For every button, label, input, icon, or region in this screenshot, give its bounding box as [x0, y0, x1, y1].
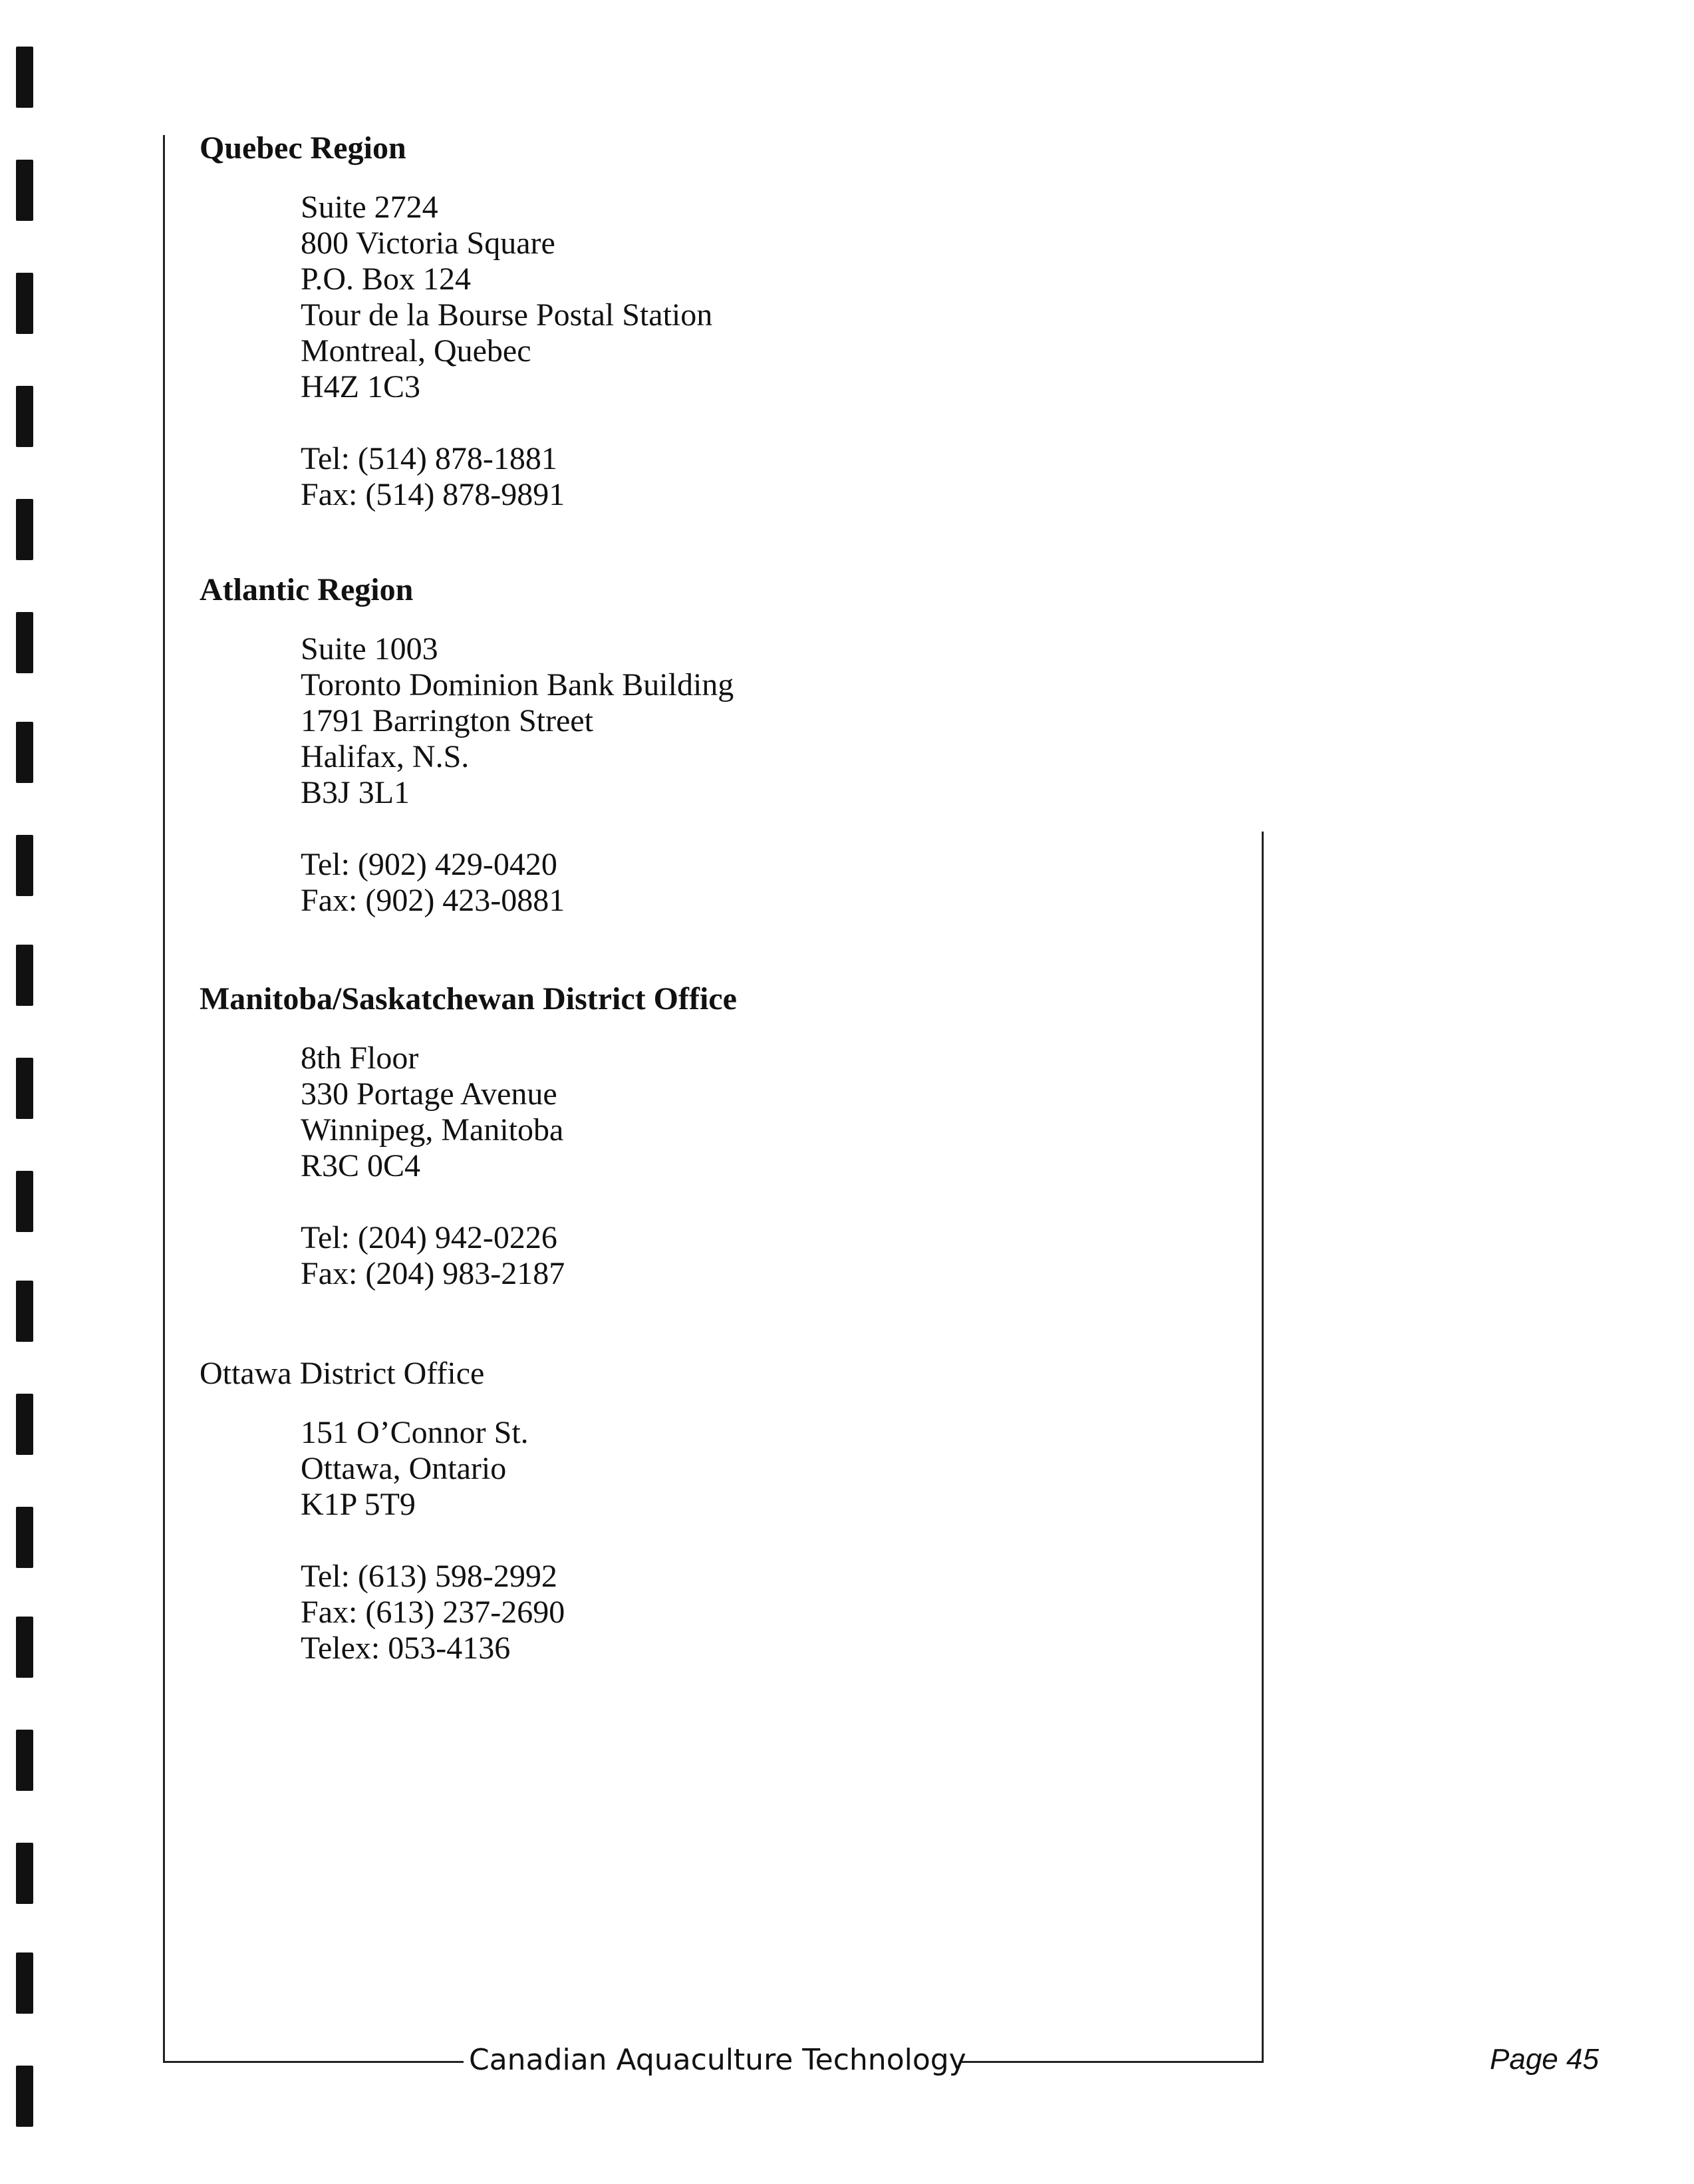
office-contact — [301, 1220, 737, 1292]
binding-hole — [16, 273, 33, 334]
address-line: B3J 3L1 — [301, 775, 410, 810]
contact-line: Telex: 053-4136 — [301, 1631, 511, 1666]
binding-hole — [16, 945, 33, 1006]
page-number: Page 45 — [1490, 2043, 1599, 2076]
binding-hole — [16, 1171, 33, 1232]
binding-hole — [16, 1730, 33, 1791]
footer-publication-title: Canadian Aquaculture Technology — [469, 2043, 966, 2077]
address-line: Montreal, Quebec — [301, 333, 531, 369]
binding-hole — [16, 499, 33, 560]
address-line: Suite 1003 — [301, 631, 438, 667]
address-line: K1P 5T9 — [301, 1487, 416, 1522]
office-heading: Quebec Region — [200, 130, 406, 166]
binding-hole — [16, 1281, 33, 1342]
binding-hole — [16, 2066, 33, 2127]
address-line: 800 Victoria Square — [301, 226, 555, 261]
binding-hole — [16, 612, 33, 673]
contact-line: Tel: (902) 429-0420 — [301, 847, 557, 882]
address-line: 8th Floor — [301, 1040, 419, 1076]
address-line: Ottawa, Ontario — [301, 1451, 507, 1486]
binding-hole — [16, 386, 33, 447]
office-heading: Ottawa District Office — [200, 1356, 485, 1391]
frame-left-rule — [163, 135, 165, 2063]
contact-line: Fax: (204) 983-2187 — [301, 1256, 565, 1291]
binding-hole — [16, 1617, 33, 1678]
office-quebec-region — [200, 129, 712, 513]
office-address — [301, 1415, 565, 1523]
binding-hole — [16, 47, 33, 108]
contact-line: Fax: (514) 878-9891 — [301, 477, 565, 512]
binding-hole — [16, 1843, 33, 1904]
footer-rule-right — [961, 2061, 1264, 2063]
address-line: Toronto Dominion Bank Building — [301, 667, 734, 702]
office-contact — [301, 1559, 565, 1666]
address-line: 330 Portage Avenue — [301, 1076, 557, 1112]
binding-hole — [16, 1952, 33, 2014]
address-line: Tour de la Bourse Postal Station — [301, 297, 713, 333]
binding-hole — [16, 1058, 33, 1119]
address-line: 1791 Barrington Street — [301, 703, 593, 738]
address-line: Winnipeg, Manitoba — [301, 1112, 564, 1148]
contact-line: Tel: (514) 878-1881 — [301, 441, 557, 476]
binding-hole — [16, 160, 33, 221]
office-contact — [301, 847, 734, 919]
contact-line: Tel: (204) 942-0226 — [301, 1220, 557, 1255]
binding-hole — [16, 1507, 33, 1568]
binding-hole — [16, 1394, 33, 1455]
address-line: P.O. Box 124 — [301, 261, 472, 297]
binding-hole — [16, 722, 33, 783]
office-heading: Atlantic Region — [200, 572, 414, 607]
address-line: R3C 0C4 — [301, 1148, 421, 1183]
address-line: Halifax, N.S. — [301, 739, 470, 774]
contact-line: Fax: (902) 423-0881 — [301, 883, 565, 918]
office-address — [301, 631, 734, 811]
office-manitoba-saskatchewan — [200, 980, 737, 1292]
office-address — [301, 190, 712, 405]
contact-line: Tel: (613) 598-2992 — [301, 1559, 557, 1594]
contact-line: Fax: (613) 237-2690 — [301, 1595, 565, 1630]
office-heading: Manitoba/Saskatchewan District Office — [200, 981, 737, 1016]
office-address — [301, 1040, 737, 1184]
address-line: Suite 2724 — [301, 190, 438, 225]
footer-rule-left — [163, 2061, 464, 2063]
frame-right-rule — [1262, 832, 1264, 2063]
address-line: 151 O’Connor St. — [301, 1415, 529, 1450]
office-contact — [301, 441, 712, 513]
office-ottawa-district — [200, 1354, 565, 1666]
office-atlantic-region — [200, 571, 734, 919]
address-line: H4Z 1C3 — [301, 369, 420, 404]
binding-hole — [16, 835, 33, 896]
